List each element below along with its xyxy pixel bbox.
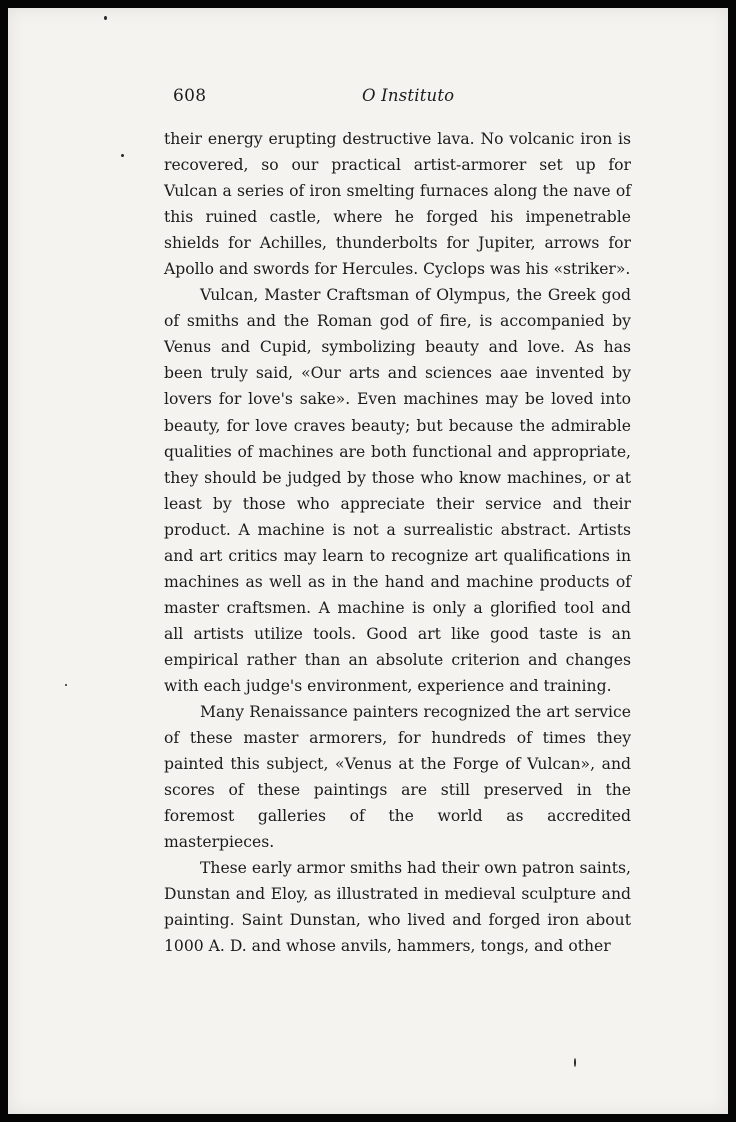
scan-speck — [574, 1058, 576, 1067]
scan-speck — [104, 16, 107, 20]
paragraph: These early armor smiths had their own patron saints, Dunstan and Eloy, as illustrated in medieval sculpture and painting. Saint Dunstan, who lived and forged iron about 1000 A. D. and whose anvils, hammers, tongs, and other — [164, 859, 631, 956]
paragraph: Many Renaissance painters recognized the art service of these master armorers, for hundreds of times they painted this subject, «Venus at the Forge of Vulcan», and scores of these paintings are still preserved in the foremost galleries of the world as accredited masterpieces. — [164, 703, 631, 852]
paragraph: their energy erupting destructive lava. No volcanic iron is recovered, so our practical artist-armorer set up for Vulcan a series of iron smelting furnaces along the nave of this ruined castle, where he forged his impenetrable shields for Achilles, thunderbolts for Jupiter, arrows for Apollo and swords for Hercules. Cyclops was his «striker». — [164, 130, 631, 279]
journal-title: O Instituto — [362, 86, 455, 105]
page-number: 608 — [173, 86, 207, 106]
scan-speck — [121, 154, 124, 157]
scan-speck — [65, 684, 67, 686]
body-text — [164, 126, 631, 960]
running-header — [167, 82, 643, 112]
paragraph: Vulcan, Master Craftsman of Olympus, the Greek god of smiths and the Roman god of fire, is accompanied by Venus and Cupid, symbolizing beauty and love. As has been truly said, «Our arts and sciences aae invented by lovers for love's sake». Even machines may be loved into beauty, for love craves beauty; but because the admirable qualities of machines are both functional and appropriate, they should be judged by those who know machines, or at least by those who appreciate their service and their product. A machine is not a surrealistic abstract. Artists and art critics may learn to recognize art qualifications in machines as well as in the hand and machine products of master craftsmen. A machine is only a glorified tool and all artists utilize tools. Good art like good taste is an empirical rather than an absolute criterion and changes with each judge's environment, experience and training. — [164, 286, 631, 695]
